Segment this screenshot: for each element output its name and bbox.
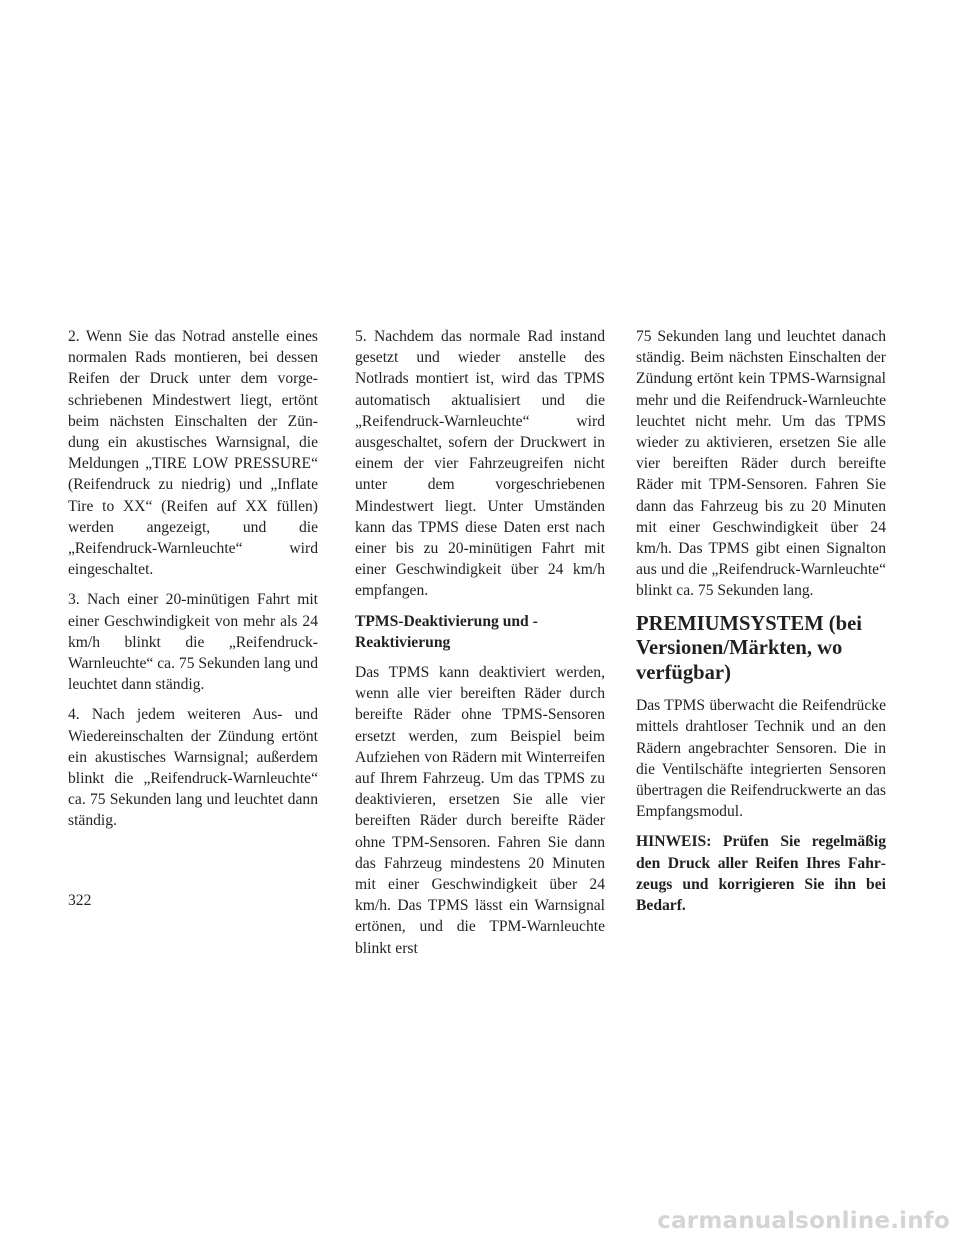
page-number: 322 bbox=[68, 892, 92, 909]
text-column-left bbox=[68, 326, 318, 841]
paragraph-step-4: 4. Nach jedem weiteren Aus- und Wiedereinschalten der Zündung ertönt ein akustisches Warnsignal; außerdem blinkt die „Reifendruck-Warnleuchte“ ca. 75 Sekunden lang und leuchtet dann ständig. bbox=[68, 706, 318, 830]
subheading-tpms-deactivation: TPMS-Deaktivierung und -Reaktivierung bbox=[355, 612, 538, 651]
paragraph-premium-system: Das TPMS überwacht die Reifendrücke mittels drahtloser Technik und an den Rädern angebrachter Sensoren. Die in die Ventilschäfte integrierten Sensoren übertragen die Reifendruckwerte an das Empfangsmodul. bbox=[636, 697, 886, 821]
paragraph-deactivation: Das TPMS kann deaktiviert werden, wenn alle vier bereiften Räder durch bereifte Räder ohne TPMS-Sensoren ersetzt werden, zum Beispiel beim Aufziehen von Rädern mit Winterreifen auf Ihrem Fahrzeug. Um das TPMS zu deaktivieren, ersetzen Sie alle vier bereiften Räder durch bereifte Räder ohne TPM-Sensoren. Fahren Sie dann das Fahrzeug mindestens 20 Minuten mit einer Geschwindigkeit über 24 km/h. Das TPMS lässt ein Warnsignal ertönen, und die TPM-Warnleuchte blinkt erst bbox=[355, 664, 605, 957]
paragraph-deactivation-continued: 75 Sekunden lang und leuchtet danach ständig. Beim nächsten Einschalten der Zündung ertönt kein TPMS-Warnsignal mehr und die Reifendruck-Warnleuchte leuchtet nicht mehr. Um das TPMS wieder zu aktivieren, ersetzen Sie alle vier bereiften Räder durch bereifte Räder mit TPM-Sensoren. Fahren Sie dann das Fahrzeug bis zu 20 Minuten mit einer Geschwindigkeit über 24 km/h. Das TPMS gibt einen Signalton aus und die „Reifendruck-Warnleuchte“ blinkt ca. 75 Sekunden lang. bbox=[636, 328, 886, 600]
text-column-middle bbox=[355, 326, 605, 968]
paragraph-step-3: 3. Nach einer 20-minütigen Fahrt mit einer Geschwindigkeit von mehr als 24 km/h blinkt die „Reifendruck-Warnleuchte“ ca. 75 Sekunden lang und leuchtet dann ständig. bbox=[68, 591, 318, 694]
paragraph-step-2: 2. Wenn Sie das Notrad anstelle eines normalen Rads montieren, bei dessen Reifen der Druck unter dem vorgeschriebenen Mindestwert liegt, ertönt beim nächsten Einschalten der Zündung ein akustisches Warnsignal, die Meldungen „TIRE LOW PRESSURE“ (Reifendruck zu niedrig) und „Inflate Tire to XX“ (Reifen auf XX füllen) werden angezeigt, und die „Reifendruck-Warnleuchte“ wird eingeschaltet. bbox=[68, 328, 318, 579]
text-column-right bbox=[636, 326, 886, 925]
watermark: carmanualsonline.info bbox=[657, 1208, 950, 1234]
note-check-tire-pressure: HINWEIS: Prüfen Sie regelmäßig den Druck aller Reifen Ihres Fahrzeugs und korrigieren Sie ihn bei Bedarf. bbox=[636, 833, 886, 914]
paragraph-step-5: 5. Nachdem das normale Rad instand gesetzt und wieder anstelle des Notlrads montiert ist, wird das TPMS automatisch aktualisiert und die „Reifendruck-Warnleuchte“ wird ausgeschaltet, sofern der Druckwert in einem der vier Fahrzeugreifen nicht unter dem vorgeschriebenen Mindestwert liegt. Unter Umständen kann das TPMS diese Daten erst nach einer bis zu 20-minütigen Fahrt mit einer Geschwindigkeit über 24 km/h empfangen. bbox=[355, 328, 605, 600]
section-title-premium-system: PREMIUMSYSTEM (bei Versionen/Märkten, wo verfügbar) bbox=[636, 612, 862, 684]
